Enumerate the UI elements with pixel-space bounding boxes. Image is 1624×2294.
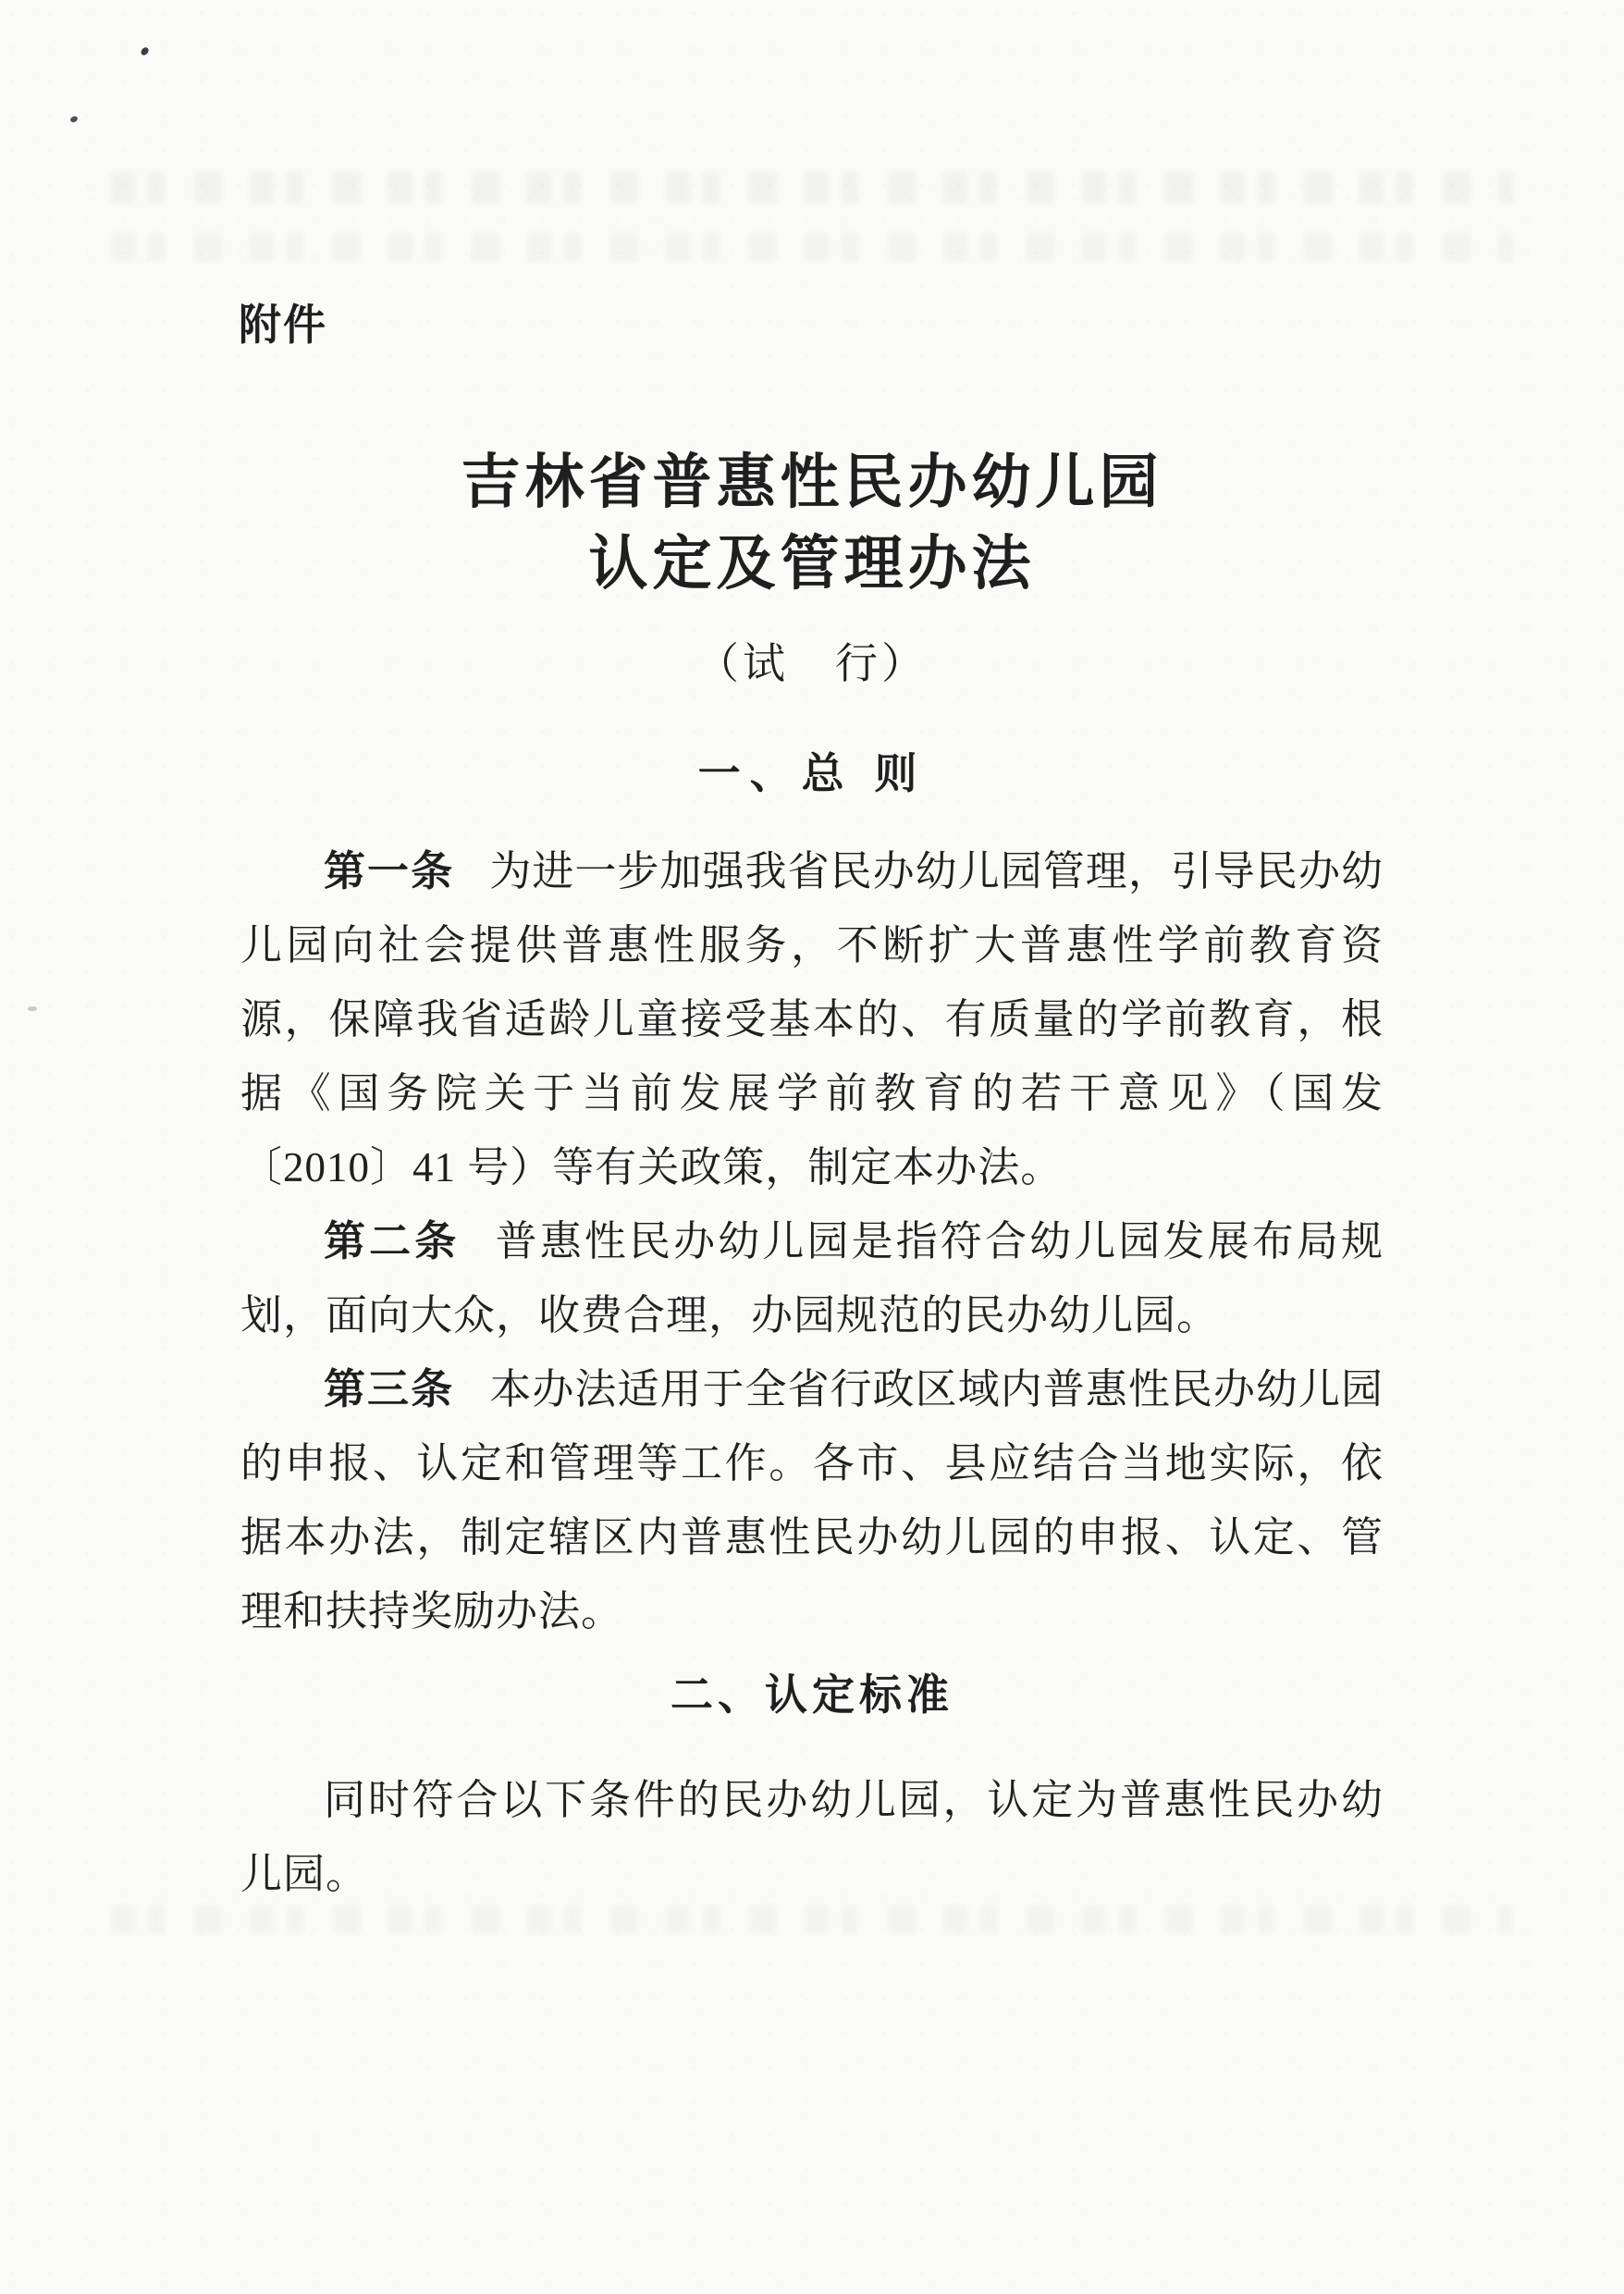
article-3-text: 本办法适用于全省行政区域内普惠性民办幼儿园的申报、认定和管理等工作。各市、县应结合当地实际，依据本办法，制定辖区内普惠性民办幼儿园的申报、认定、管理和扶持奖励办法。	[240, 1366, 1384, 1635]
scan-speck	[140, 46, 150, 56]
criteria-intro-paragraph	[240, 1763, 1384, 1911]
article-2-paragraph	[240, 1204, 1384, 1352]
section-1-heading: 一、总 则	[697, 749, 927, 797]
article-3-label: 第三条	[324, 1365, 455, 1413]
title-line-1: 吉林省普惠性民办幼儿园	[461, 450, 1163, 515]
criteria-intro-text: 同时符合以下条件的民办幼儿园，认定为普惠性民办幼儿园。	[240, 1777, 1384, 1898]
article-1-label: 第一条	[324, 847, 455, 895]
article-1-paragraph	[240, 834, 1384, 1204]
scan-speck	[28, 1006, 37, 1011]
trial-subtitle: （试 行）	[696, 640, 928, 687]
article-2-label: 第二条	[324, 1217, 461, 1265]
attachment-label: 附件	[239, 301, 327, 349]
article-2-text: 普惠性民办幼儿园是指符合幼儿园发展布局规划，面向大众，收费合理，办园规范的民办幼儿园。	[240, 1218, 1384, 1339]
scan-speck	[69, 116, 78, 123]
section-2-heading: 二、认定标准	[671, 1671, 953, 1720]
article-3-paragraph	[240, 1352, 1384, 1648]
document-title	[240, 442, 1384, 605]
document-content	[240, 0, 1384, 1911]
article-1-text: 为进一步加强我省民办幼儿园管理，引导民办幼儿园向社会提供普惠性服务，不断扩大普惠性学前教育资源，保障我省适龄儿童接受基本的、有质量的学前教育，根据《国务院关于当前发展学前教育的若干意见》（国发〔2010〕41 号）等有关政策，制定本办法。	[240, 848, 1384, 1191]
title-line-2: 认定及管理办法	[588, 531, 1036, 597]
